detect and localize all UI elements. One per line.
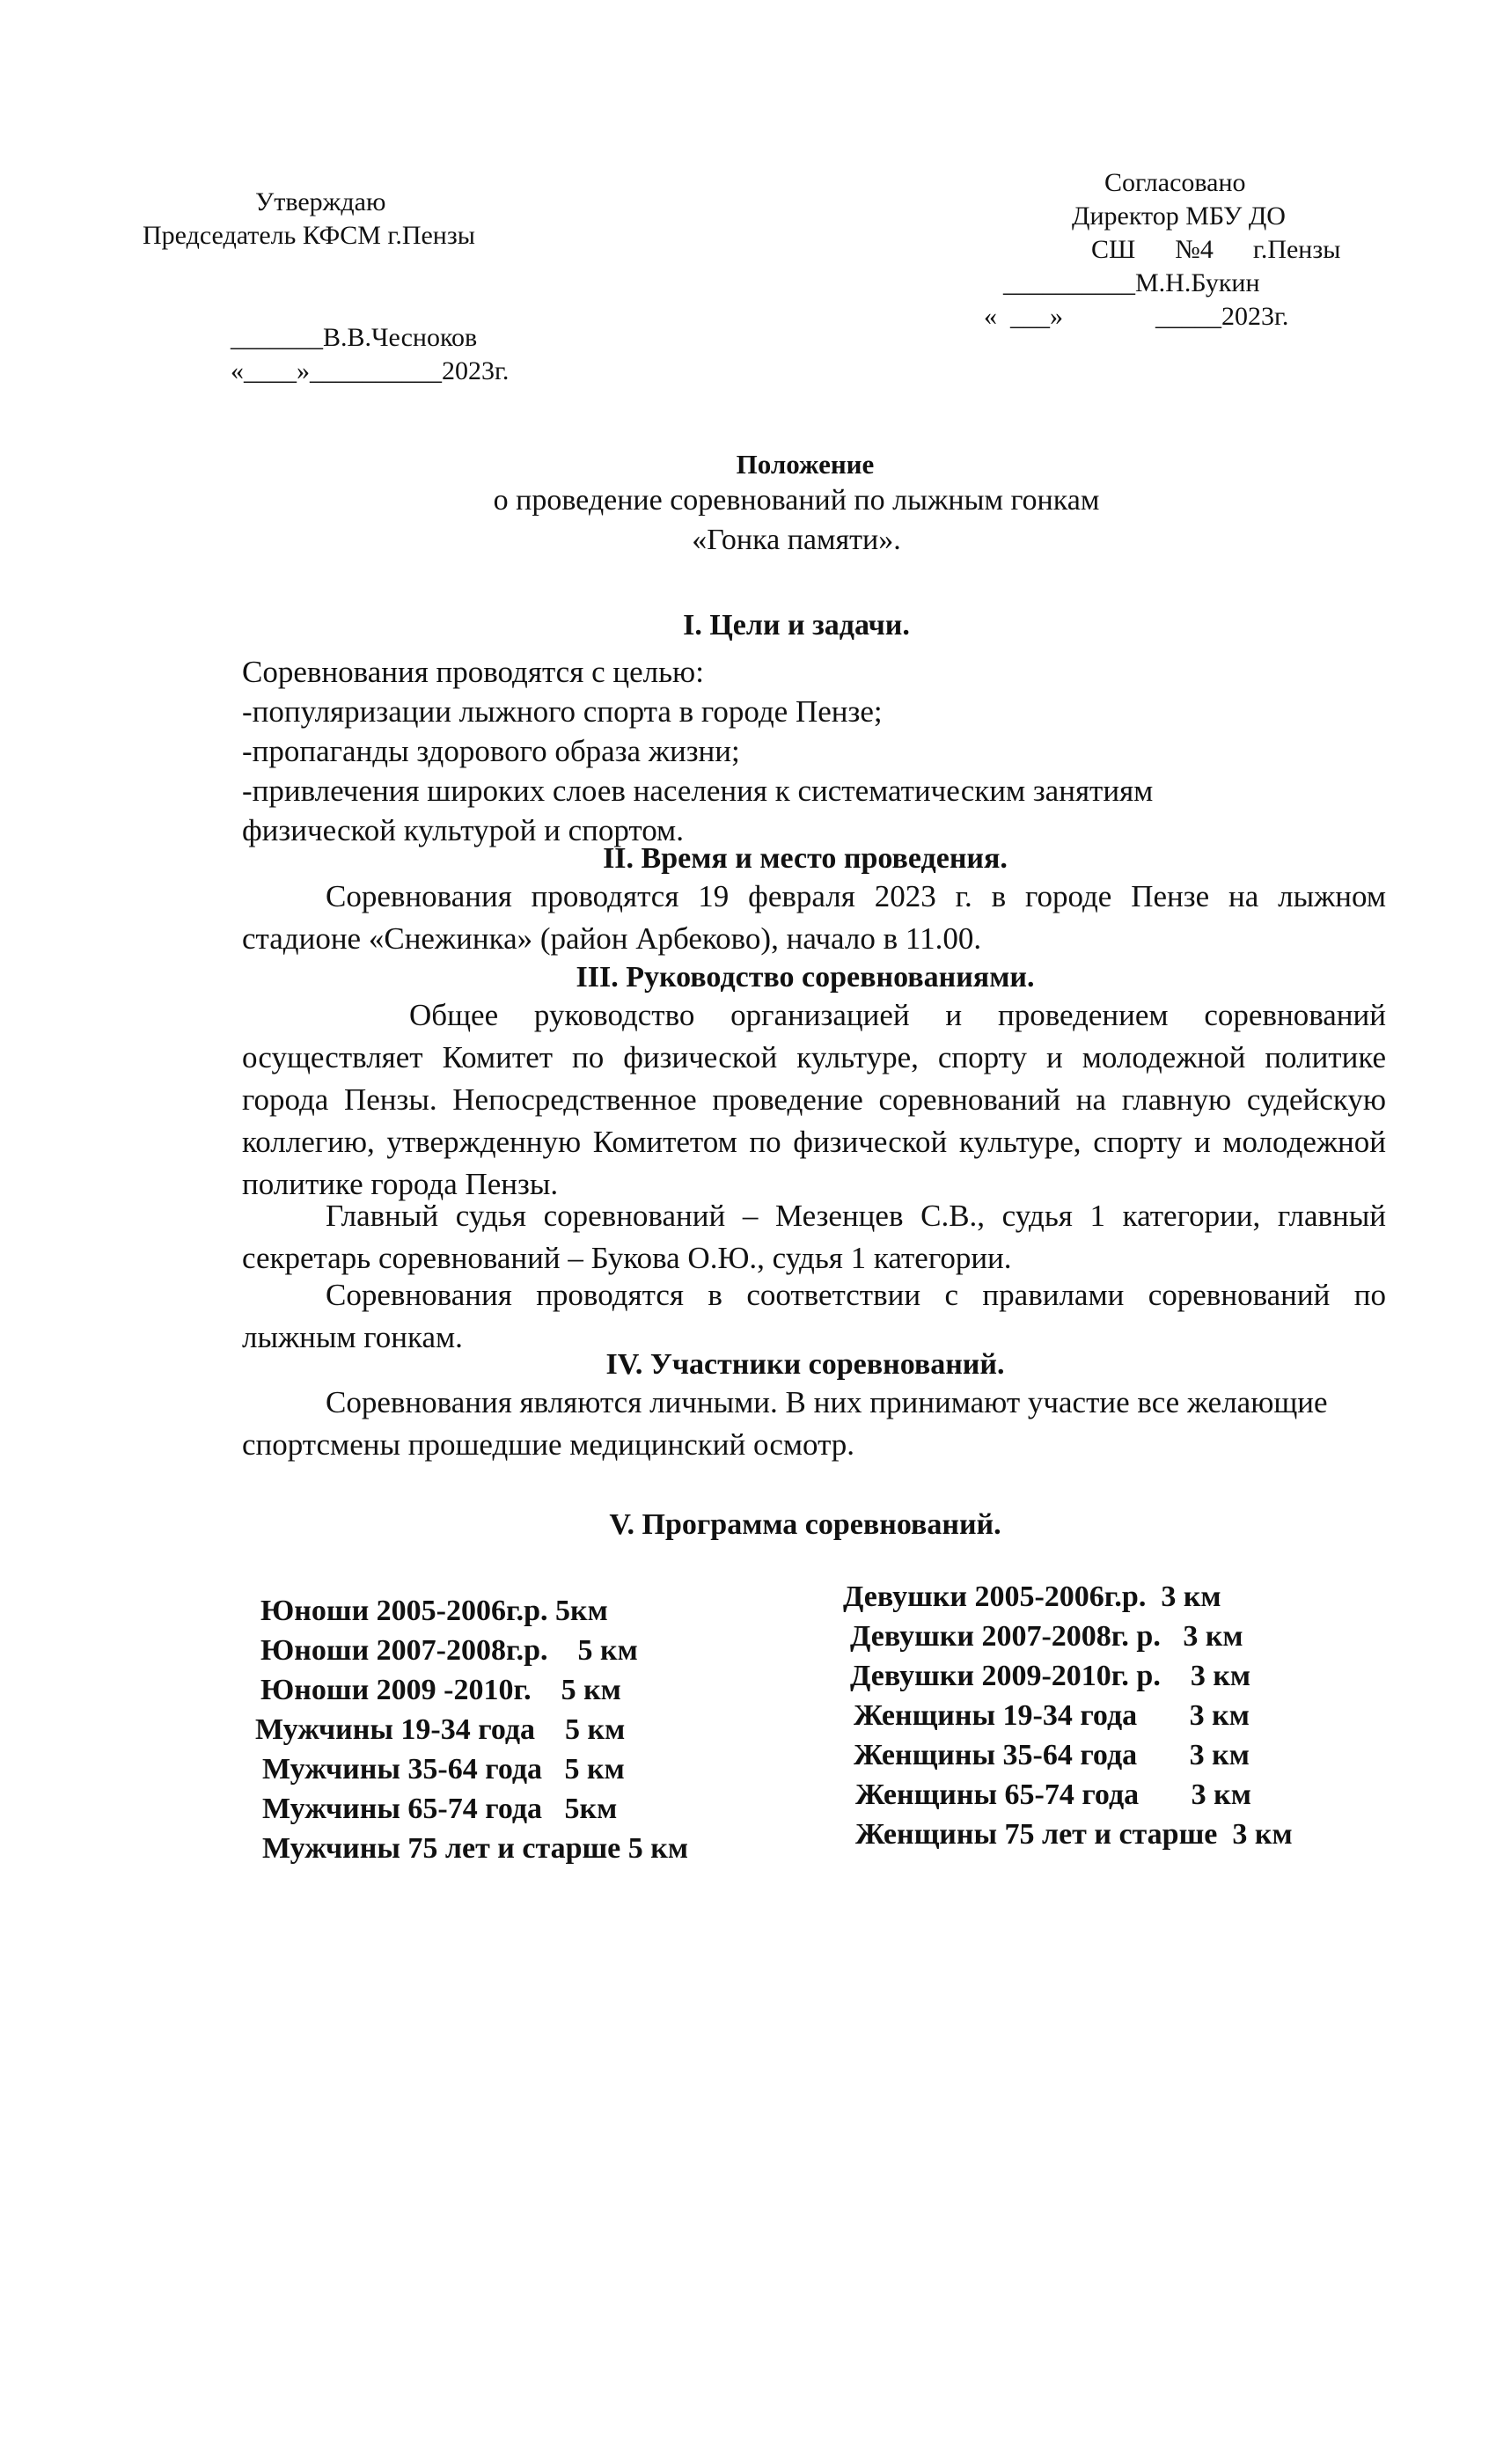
goals-line-4: -привлечения широких слоев населения к систематическим занятиям [242,774,1154,808]
program-item: Девушки 2009-2010г. р. 3 км [850,1660,1251,1692]
time-place-paragraph: Соревнования проводятся 19 февраля 2023 г. в городе Пензе на лыжном стадионе «Снежинка» (район Арбеково), начало в 11.00. [242,879,1386,956]
program-item: Мужчины 65-74 года 5км [262,1793,618,1825]
agreed-date: « ___» _____2023г. [984,302,1289,331]
management-paragraph-3: Соревнования проводятся в соответствии с правилами соревнований по лыжным гонкам. [242,1278,1386,1354]
program-item: Мужчины 19-34 года 5 км [255,1713,626,1746]
program-item: Мужчины 35-64 года 5 км [262,1753,625,1786]
event-name: «Гонка памяти». [692,524,901,556]
program-list-men [255,1591,688,1868]
program-item: Женщины 65-74 года 3 км [855,1778,1251,1811]
program-item: Женщины 35-64 года 3 км [854,1739,1250,1771]
program-item: Юноши 2009 -2010г. 5 км [260,1674,621,1706]
section-5-heading: V. Программа соревнований. [609,1508,1001,1541]
document-subtitle: о проведение соревнований по лыжным гонкам [493,484,1100,517]
approver-signature: _______В.В.Чесноков [231,323,478,352]
program-item: Юноши 2007-2008г.р. 5 км [260,1634,638,1667]
program-list-women [843,1577,1293,1854]
participants-paragraph: Соревнования являются личными. В них принимают участие все желающие спортсмены прошедшие медицинский осмотр. [242,1385,1328,1462]
management-paragraph-1: Общее руководство организацией и проведением соревнований осуществляет Комитет по физической культуре, спорту и молодежной политике города Пензы. Непосредственное проведение соревнований на главную судейскую коллегию, утвержденную Комитетом по физической культуре, спорту и молодежной политике города Пензы. [242,998,1386,1201]
approver-position: Председатель КФСМ г.Пензы [143,221,475,250]
program-item: Юноши 2005-2006г.р. 5км [260,1595,608,1627]
approve-date: «____»__________2023г. [231,356,510,385]
goals-line-3: -пропаганды здорового образа жизни; [242,734,740,768]
approve-label: Утверждаю [255,187,386,216]
agreed-organization: СШ №4 г.Пензы [1091,235,1341,264]
program-item: Девушки 2007-2008г. р. 3 км [850,1620,1243,1653]
management-paragraph-2: Главный судья соревнований – Мезенцев С.В., судья 1 категории, главный секретарь соревнований – Букова О.Ю., судья 1 категории. [242,1199,1386,1275]
agreed-signature: __________М.Н.Букин [1003,268,1260,297]
document-title: Положение [736,449,875,480]
goals-line-2: -популяризации лыжного спорта в городе Пензе; [242,694,883,729]
program-item: Мужчины 75 лет и старше 5 км [262,1832,689,1865]
section-4-heading: IV. Участники соревнований. [605,1348,1005,1381]
program-item: Женщины 19-34 года 3 км [854,1699,1250,1732]
section-1-heading: I. Цели и задачи. [683,609,910,642]
agreed-position: Директор МБУ ДО [1072,202,1286,231]
program-item: Девушки 2005-2006г.р. 3 км [843,1580,1221,1613]
program-item: Женщины 75 лет и старше 3 км [855,1818,1293,1851]
agreed-label: Согласовано [1104,168,1246,197]
goals-line-1: Соревнования проводятся с целью: [242,655,704,689]
goals-line-5: физической культурой и спортом. [242,813,684,847]
section-3-heading: III. Руководство соревнованиями. [576,961,1035,994]
section-2-heading: II. Время и место проведения. [603,842,1008,875]
